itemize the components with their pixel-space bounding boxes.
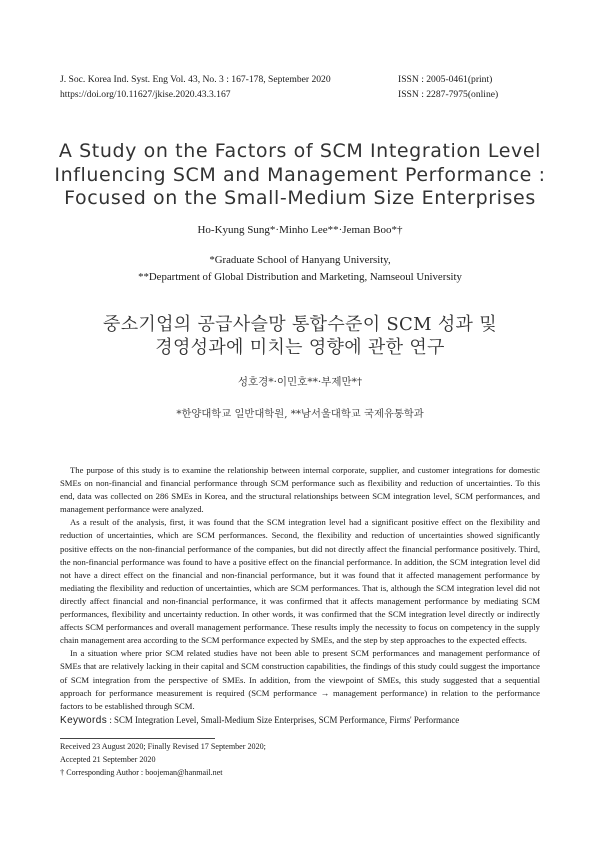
keywords: [60, 714, 540, 727]
affiliations-english: [0, 252, 600, 285]
keywords-text: : SCM Integration Level, Small-Medium Size Enterprises, SCM Performance, Firms' Performance: [109, 714, 460, 725]
affiliation-en-1: *Graduate School of Hanyang University,: [209, 254, 391, 266]
dagger-symbol: †: [60, 767, 65, 778]
corresponding-author: [60, 766, 266, 780]
abstract: [60, 464, 540, 727]
title-ko-line-1: 중소기업의 공급사슬망 통합수준이 SCM 성과 및: [103, 314, 497, 335]
issn-block: [398, 72, 540, 102]
doi-link[interactable]: https://doi.org/10.11627/jkise.2020.43.3.167: [60, 89, 231, 100]
affiliation-en-2: **Department of Global Distribution and Marketing, Namseoul University: [138, 270, 462, 283]
affiliations-korean: *한양대학교 일반대학원, **남서울대학교 국제유통학과: [176, 408, 424, 420]
journal-citation: J. Soc. Korea Ind. Syst. Eng Vol. 43, No. 3 : 167-178, September 2020: [60, 74, 331, 85]
footnotes: [60, 741, 266, 780]
title-ko-line-2: 경영성과에 미치는 영향에 관한 연구: [155, 337, 445, 358]
title-korean: [40, 313, 560, 359]
keywords-label: Keywords: [60, 714, 108, 726]
title-en-line-1: A Study on the Factors of SCM Integration Level: [58, 140, 542, 162]
corresponding-author-text: Corresponding Author : boojeman@hanmail.net: [66, 768, 223, 778]
authors-korean: 성호경*·이민호**·부제만*†: [237, 376, 363, 388]
title-en-line-3: Focused on the Small-Medium Size Enterprises: [64, 187, 536, 209]
authors-english: Ho-Kyung Sung*·Minho Lee**·Jeman Boo*†: [197, 224, 403, 236]
issn-print: ISSN : 2005-0461(print): [398, 74, 493, 85]
abstract-paragraph-3: In a situation where prior SCM related studies have not been able to present SCM performances and management performance of SMEs that are relatively lacking in their capital and SCM construction capabilities, the findings of this study could suggest the importance of SCM integration from the perspective of SMEs. In addition, from the viewpoint of SMEs, this study suggested that a sequential approach for performance measurement is required (SCM performance → management performance) in relation to the performance factors to be established through SCM.: [60, 648, 540, 711]
journal-header: [60, 72, 331, 102]
title-en-line-2: Influencing SCM and Management Performance :: [54, 163, 546, 186]
accepted-date: Accepted 21 September 2020: [60, 754, 156, 764]
footnote-divider: [60, 738, 215, 739]
abstract-paragraph-2: As a result of the analysis, first, it was found that the SCM integration level had a significant positive effect on the flexibility and reduction of uncertainties, which are SCM performances. Second, the flexibility and reduction of uncertainties showed significantly positive effects on the non-financial performance of the companies, but did not directly affect the financial performance positively. Third, the non-financial performance was found to have a positive effect on the financial performance. In addition, the SCM integration level did not have a direct effect on the financial and non-financial performance, but it was found that it affected management performance by mediating the flexibility and reduction of uncertainties, which are SCM performances. That is, although the SCM integration level did not directly affect financial and non-financial performance, it was confirmed that it affects management performance by mediating SCM performances, flexibility and uncertainty reduction. In other words, it was confirmed that the SCM integration level directly or indirectly affects SCM performances and overall management performance. These results imply the necessity to focus on competency in the supply chain management area according to the SCM performance expected by SMEs, and the step by step approaches to the expected effects.: [60, 517, 540, 646]
title-english: [40, 140, 560, 211]
received-date: Received 23 August 2020; Finally Revised 17 September 2020;: [60, 742, 266, 751]
abstract-paragraph-1: The purpose of this study is to examine the relationship between internal corporate, supplier, and customer integrations for domestic SMEs on non-financial and financial performance through SCM performance such as flexibility and reduction of uncertainties. To this end, data was collected on 286 SMEs in Korea, and the structural relationships between SCM integration level, SCM performances, and management performance were analyzed.: [60, 465, 540, 515]
issn-online: ISSN : 2287-7975(online): [398, 89, 499, 100]
